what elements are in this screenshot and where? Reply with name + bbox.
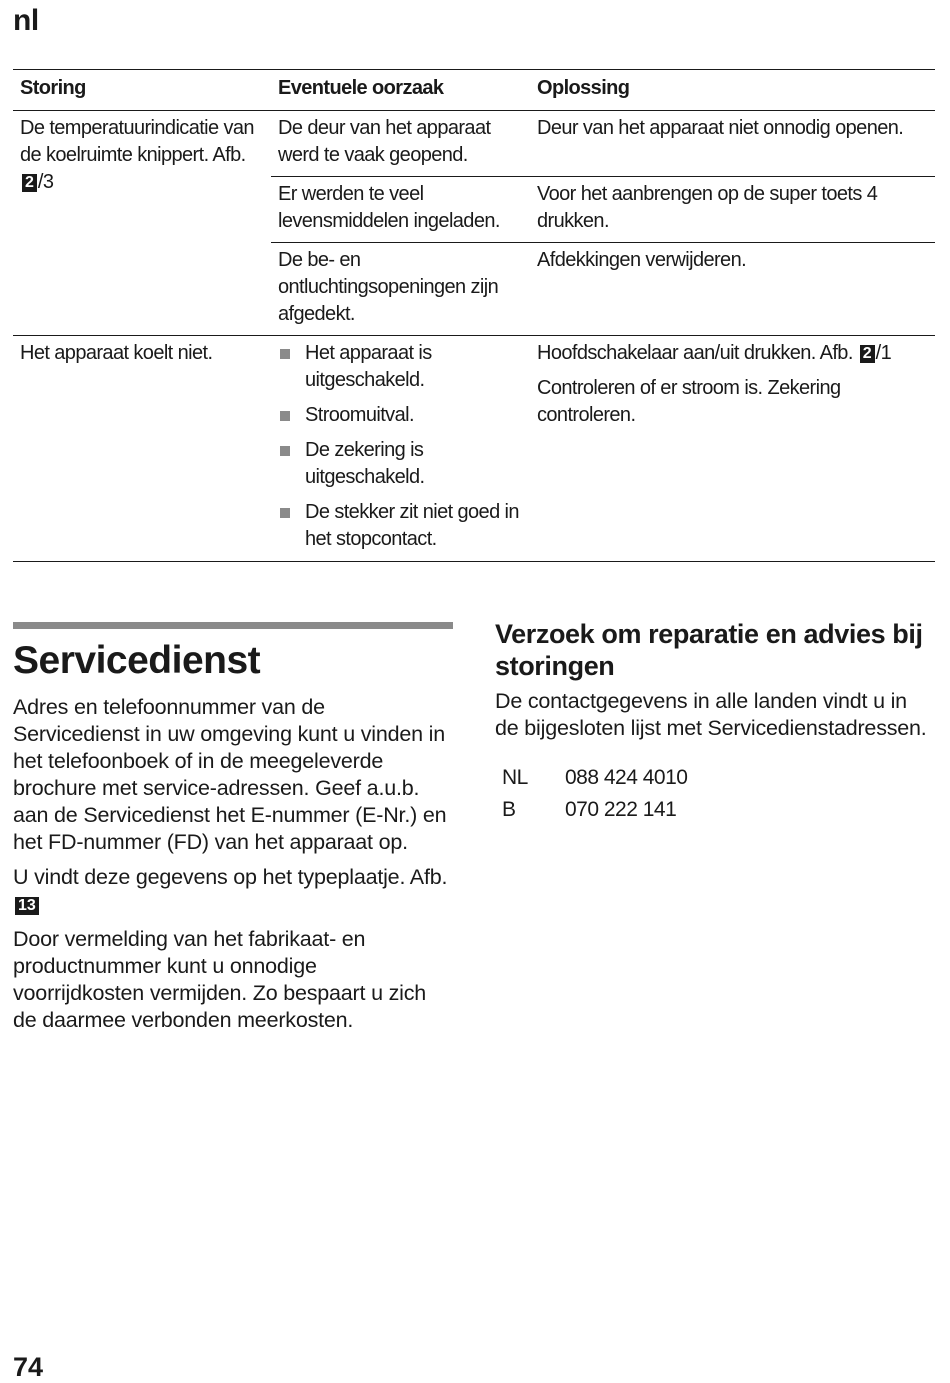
cause-cell: De deur van het apparaat werd te vaak geopend. [278,117,491,166]
page-number: 74 [13,1352,44,1382]
solution-cell: Afdekkingen verwijderen. [530,243,935,336]
bullet-square-icon [280,446,290,456]
list-item-text: De zekering is uitgeschakeld. [305,439,425,488]
phone-number: 070 222 141 [565,798,677,821]
solution-line [537,340,928,367]
solution-cell: Deur van het apparaat niet onnodig openen. [537,117,904,139]
column-header-storing: Storing [13,70,271,111]
list-item-text: De stekker zit niet goed in het stopcontact. [305,501,519,550]
cause-cell [271,336,530,562]
bullet-square-icon [280,508,290,518]
repair-paragraph: De contactgegevens in alle landen vindt u in de bijgesloten lijst met Servicedienstadressen. [495,689,927,740]
list-item [278,499,523,553]
repair-title: Verzoek om reparatie en advies bij storingen [495,619,923,681]
bullet-square-icon [280,349,290,359]
figure-reference-suffix: /1 [875,342,892,364]
table-row [13,336,935,562]
figure-reference-badge: 13 [15,897,39,915]
list-item [278,437,523,491]
phone-table [495,762,694,826]
service-paragraph-2 [13,864,453,918]
list-item [278,402,523,429]
solution-line: Controleren of er stroom is. Zekering controleren. [537,377,841,426]
service-paragraph-3: Door vermelding van het fabrikaat- en productnummer kunt u onnodige voorrijdkosten vermijden. Zo bespaart u zich de daarmee verbonden meerkosten. [13,927,427,1032]
problem-cell: Het apparaat koelt niet. [13,336,271,562]
section-divider-bar [13,622,453,629]
troubleshooting-table [13,69,935,562]
repair-section [495,618,935,826]
table-row [495,794,694,826]
cause-cell: Er werden te veel levensmiddelen ingeladen. [271,177,530,243]
solution-cell: Voor het aanbrengen op de super toets 4 drukken. [530,177,935,243]
service-paragraph-2-text: U vindt deze gegevens op het typeplaatje. Afb. [13,865,448,889]
problem-text: De temperatuurindicatie van de koelruimte knippert. Afb. [20,117,254,166]
solution-text: Hoofdschakelaar aan/uit drukken. Afb. [537,342,853,364]
solution-cell [530,336,935,562]
figure-reference-badge: 2 [860,345,875,363]
section-title: Servicedienst [13,639,261,682]
bullet-square-icon [280,411,290,421]
cause-cell: De be- en ontluchtingsopeningen zijn afgedekt. [271,243,530,336]
figure-reference-badge: 2 [22,174,37,192]
table-row [13,111,935,177]
figure-reference-suffix: /3 [37,171,54,193]
list-item [278,340,523,394]
phone-number: 088 424 4010 [565,766,688,789]
service-section [13,622,453,1034]
table-header-row [13,70,935,111]
language-code: nl [13,4,39,37]
cause-list [278,340,523,553]
column-header-oorzaak: Eventuele oorzaak [271,70,530,111]
table-row [495,762,694,794]
column-header-oplossing: Oplossing [530,70,935,111]
service-paragraph-1: Adres en telefoonnummer van de Servicedienst in uw omgeving kunt u vinden in het telefoonboek of in de meegeleverde brochure met service-adressen. Geef a.u.b. aan de Servicedienst het E-nummer (E-Nr.) en het FD-nummer (FD) van het apparaat op. [13,695,447,854]
list-item-text: Stroomuitval. [305,404,414,426]
country-code: B [502,798,516,821]
list-item-text: Het apparaat is uitgeschakeld. [305,342,432,391]
country-code: NL [502,766,528,789]
problem-cell [13,111,271,336]
